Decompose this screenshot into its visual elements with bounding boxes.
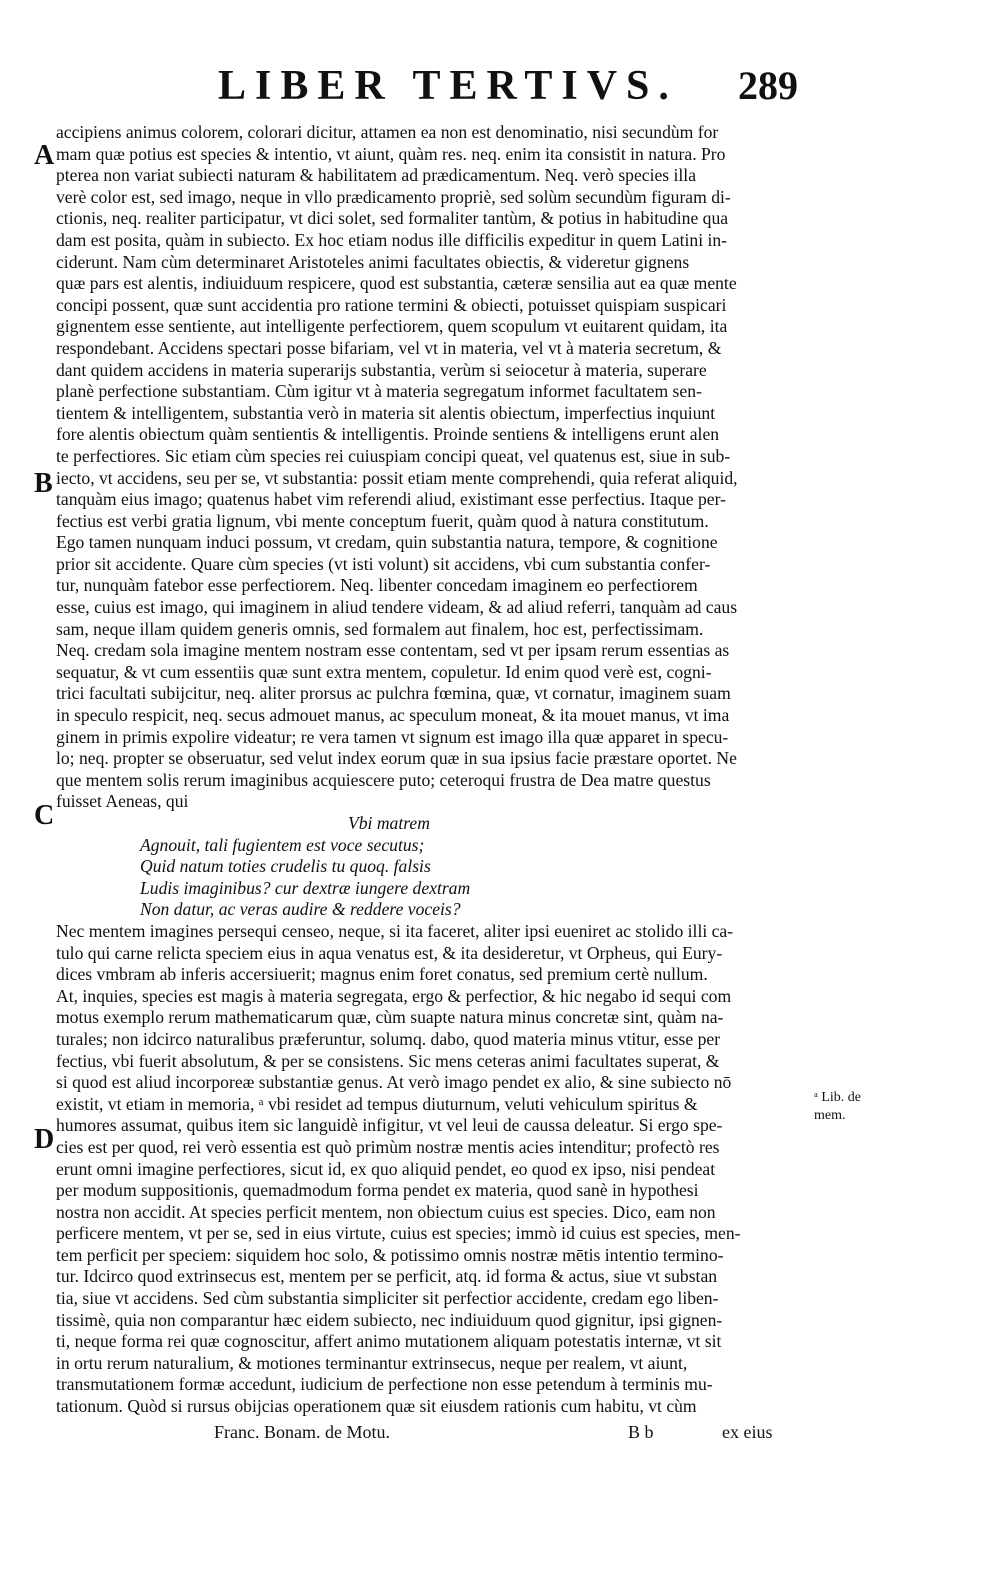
signature-mark: B b xyxy=(628,1422,654,1442)
text-line: ginem in primis expolire videatur; re vera tamen vt signum est imago illa quæ apparet in specu- xyxy=(56,726,729,747)
section-marker-b: B xyxy=(34,468,53,499)
text-line: turales; non idcirco naturalibus præferuntur, solumq. dabo, quod materia minus vtitur, esse per xyxy=(56,1028,721,1049)
text-line: tia, siue vt accidens. Sed cùm substantia simpliciter sit perfectior accidente, credam ego liben- xyxy=(56,1288,719,1309)
text-line: ti, neque forma rei quæ cognoscitur, affert animo mutationem aliquam potestatis internæ, vt sit xyxy=(56,1331,722,1352)
marginal-note xyxy=(814,1089,861,1125)
text-line: nostra non accidit. At species perficit mentem, non obiectum cuius est species. Dico, eam non xyxy=(56,1201,716,1222)
text-line: tur, nunquàm fatebor esse perfectiorem. Neq. libenter concedam imaginem eo perfectiorem xyxy=(56,575,698,596)
verse-intro: Vbi matrem xyxy=(348,813,430,833)
text-line: mam quæ potius est species & intentio, vt aiunt, quàm res. neq. enim ita consistit in natura. Pro xyxy=(56,143,726,164)
running-title: LIBER TERTIVS. xyxy=(218,63,678,109)
text-line: humores assumat, quibus item sic languidè infigitur, vt vel leui de caussa deleatur. Si ergo spe- xyxy=(56,1115,723,1136)
text-line: ctionis, neq. realiter participatur, vt dici solet, sed formaliter tantùm, & potius in habitudine qua xyxy=(56,208,729,229)
text-line: accipiens animus colorem, colorari dicitur, attamen ea non est denominatio, nisi secundùm for xyxy=(56,122,719,142)
verse-line: Agnouit, tali fugientem est voce secutus; xyxy=(140,834,425,855)
text-line: fectius, vbi fuerit absolutum, & per se consistens. Sic mens ceteras animi facultates superat, & xyxy=(56,1050,720,1071)
text-line: existit, vt etiam in memoria, ᵃ vbi residet ad tempus diuturnum, veluti vehiculum spiritus & xyxy=(56,1093,698,1114)
text-line: verè color est, sed imago, neque in vllo prædicamento propriè, sed solùm secundùm figuram di- xyxy=(56,186,731,207)
text-line: respondebant. Accidens spectari posse bifariam, vel vt in materia, vel vt à materia secretum, & xyxy=(56,337,722,358)
text-line: esse, cuius est imago, qui imaginem in aliud tendere videam, & ad aliud referri, tanquàm ad caus xyxy=(56,597,738,618)
marginal-note-symbol: ᵃ xyxy=(814,1090,818,1105)
section-marker-c: C xyxy=(34,800,55,831)
section-marker-d: D xyxy=(34,1124,55,1155)
text-line: lo; neq. propter se obseruatur, sed velut index eorum quæ in sua ipsius facie præstare oportet. Ne xyxy=(56,748,737,769)
text-line: perficere mentem, vt per se, sed in eius virtute, cuius est species; immò id cuius est species, men- xyxy=(56,1223,741,1244)
verse-line: Non datur, ac veras audire & reddere voceis? xyxy=(140,899,461,920)
text-line: gignentem esse sentiente, aut intelligente perfectiorem, quem scopulum vt euitarent quidam, ita xyxy=(56,316,728,337)
text-line: dam est posita, quàm in subiecto. Ex hoc etiam nodus ille difficilis expeditur in quem Latini in- xyxy=(56,229,728,250)
text-line: At, inquies, species est magis à materia segregata, ergo & perfectior, & hic negabo id sequi com xyxy=(56,985,732,1006)
text-line: cies est per quod, rei verò essentia est quò primùm nostræ mentis acies intenditur; profectò res xyxy=(56,1136,720,1157)
section-marker-a: A xyxy=(34,140,55,171)
text-line: tem perficit per speciem: siquidem hoc solo, & potissimo omnis nostræ mētis intentio termino- xyxy=(56,1244,724,1265)
footer-author: Franc. Bonam. de Motu. xyxy=(214,1422,390,1442)
text-line: Nec mentem imagines persequi censeo, neque, si ita faceret, aliter ipsi eueniret ac stolido illi ca- xyxy=(56,920,734,941)
text-line: dant quidem accidens in materia superarijs substantia, verùm si seiocetur à materia, superare xyxy=(56,359,707,380)
text-line: que mentem solis rerum imaginibus acquiescere puto; ceteroqui frustra de Dea matre questus xyxy=(56,769,711,790)
marginal-note-line2: mem. xyxy=(814,1108,846,1123)
marginal-note-line1: Lib. de xyxy=(821,1090,861,1105)
text-line: iecto, vt accidens, seu per se, vt substantia: possit etiam mente comprehendi, quia referat aliquid, xyxy=(56,467,738,488)
text-line: tientem & intelligentem, substantia verò in materia sit alentis obiectum, imperfectius inquiunt xyxy=(56,402,716,423)
text-line: Ego tamen nunquam induci possum, vt credam, quin substantia natura, tempore, & cognitione xyxy=(56,532,718,553)
text-line: tationum. Quòd si rursus obijcias operationem quæ sit eiusdem rationis cum habitu, vt cùm xyxy=(56,1396,697,1417)
text-line: fectius est verbi gratia lignum, vbi mente conceptum fuerit, quàm quod à natura constitutum. xyxy=(56,510,709,531)
text-line: sam, neque illam quidem generis omnis, sed formalem aut finalem, hoc est, perfectissimam. xyxy=(56,618,704,639)
text-line: motus exemplo rerum mathematicarum quæ, cùm suapte natura minus concretæ sint, quàm na- xyxy=(56,1007,724,1028)
text-line: fore alentis obiectum quàm sentientis & intelligentis. Proinde sentiens & intelligens erunt alen xyxy=(56,424,720,445)
page-number: 289 xyxy=(738,63,798,108)
page-header xyxy=(0,62,1000,122)
text-line: si quod est aliud incorporeæ substantiæ genus. At verò imago pendet ex alio, & sine subiecto nō xyxy=(56,1072,732,1093)
text-line: planè perfectione substantiam. Cùm igitur vt à materia segregatum informet facultatem sen- xyxy=(56,381,702,402)
text-line: te perfectiores. Sic etiam cùm species rei cuiuspiam concipi queat, vel quatenus est, siue in sub- xyxy=(56,445,731,466)
text-line: quæ pars est alentis, indiuiduum respicere, quod est substantia, cæteræ sensilia aut ea quæ mente xyxy=(56,273,737,294)
text-line: transmutationem formæ accedunt, iudicium de perfectione non esse petendum à terminis mu- xyxy=(56,1374,713,1395)
text-line: tissimè, quia non comparantur hæc eidem subiecto, nec indiuiduum quod gignitur, ipsi gignen- xyxy=(56,1309,723,1330)
text-line: pterea non variat subiecti naturam & habilitatem ad prædicamentum. Neq. verò species illa xyxy=(56,165,696,186)
text-line: tulo qui carne relicta speciem eius in aqua venatus est, & ita desideretur, vt Orpheus, qui Eury- xyxy=(56,942,723,963)
text-line: trici facultati subijcitur, neq. aliter prorsus ac pulchra fœmina, quæ, vt cornatur, imaginem suam xyxy=(56,683,731,704)
text-line: prior sit accidente. Quare cùm species (vt isti volunt) sit accidens, vbi cum substantia confer- xyxy=(56,553,711,574)
verse-line: Quid natum toties crudelis tu quoq. falsis xyxy=(140,856,431,877)
text-line: tanquàm eius imago; quatenus habet vim referendi aliud, existimant esse perfectius. Itaque per- xyxy=(56,489,726,510)
text-line: ciderunt. Nam cùm determinaret Aristoteles animi facultates obiectis, & videretur gignens xyxy=(56,251,690,272)
text-line: in ortu rerum naturalium, & motiones terminantur extrinsecus, neque per realem, vt aiunt, xyxy=(56,1352,688,1373)
body-text xyxy=(56,122,808,1418)
text-line: sequatur, & vt cum essentiis quæ sunt extra mentem, copuletur. Id enim quod verè est, cogni- xyxy=(56,661,712,682)
text-line: in speculo respicit, neq. secus admouet manus, ac speculum moneat, & ita mouet manus, vt ima xyxy=(56,705,730,726)
text-line: per modum suppositionis, quemadmodum forma pendet ex materia, quod sanè in hypothesi xyxy=(56,1180,699,1201)
text-line: erunt omni imagine perfectiores, sicut id, ex quo aliquid pendet, eo quod ex ipso, nisi pendeat xyxy=(56,1158,716,1179)
verse-line: Ludis imaginibus? cur dextræ iungere dextram xyxy=(140,877,471,898)
text-line: concipi possent, quæ sunt accidentia pro ratione termini & obiecti, potuisset quispiam suspicari xyxy=(56,294,727,315)
text-line: tur. Idcirco quod extrinsecus est, mentem per se perficit, atq. id forma & actus, siue vt substan xyxy=(56,1266,718,1287)
page-footer xyxy=(0,1422,1000,1448)
text-line: Neq. credam sola imagine mentem nostram esse contentam, sed vt per ipsam rerum essentias as xyxy=(56,640,730,661)
catchword: ex eius xyxy=(722,1422,773,1442)
text-line: dices vmbram ab inferis accersiuerit; magnus enim foret conatus, sed premium certè nullum. xyxy=(56,964,708,985)
text-line: fuisset Aeneas, qui xyxy=(56,791,189,812)
